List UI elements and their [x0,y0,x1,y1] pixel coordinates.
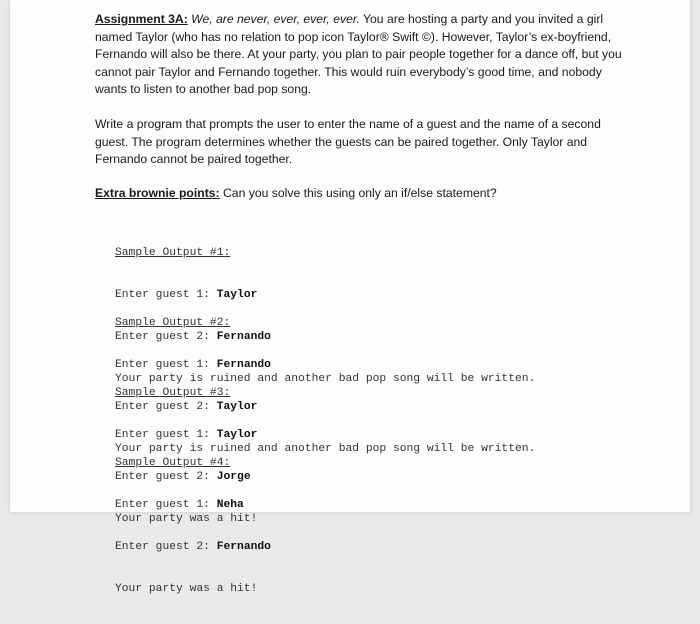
guest2-prompt: Enter guest 2: [115,471,217,483]
assignment-intro: You are hosting a party and you invited a girl named Taylor (who has no relation to pop icon Taylor® Swift ©). However, Taylor’s ex-boyfriend, Fernando will also be there. At your party, you plan to pair people together for a dance off, but you cannot pair Taylor and Fernando together. This would ruin everybody’s good time, and nobody wants to listen to another bad pop song. [95,12,622,96]
document-page [10,0,690,595]
guest2-prompt: Enter guest 2: [115,331,217,343]
guest1-prompt: Enter guest 1: [115,359,217,371]
guest1-value: Taylor [216,289,258,301]
sample-title: Sample Output #4: [115,457,231,469]
guest2-value: Taylor [216,401,258,413]
guest1-prompt: Enter guest 1: [115,429,217,441]
guest2-value: Fernando [216,541,271,553]
guest1-value: Taylor [216,429,258,441]
instructions-paragraph: Write a program that prompts the user to enter the name of a guest and the name of a second guest. The program determines whether the guests can be paired together. Only Taylor and Fernando cannot be paired together. [95,117,601,166]
guest1-prompt: Enter guest 1: [115,289,217,301]
extra-heading: Extra brownie points: [95,186,220,200]
sample-output-4 [115,428,271,624]
sample-title: Sample Output #2: [115,317,231,329]
sample-result: Your party was a hit! [115,583,258,595]
guest2-prompt: Enter guest 2: [115,541,217,553]
assignment-tagline: We, are never, ever, ever, ever. [191,12,360,26]
guest2-value: Fernando [216,331,271,343]
guest1-prompt: Enter guest 1: [115,499,217,511]
intro-paragraph [95,11,635,99]
guest1-value: Fernando [216,359,271,371]
sample-line-guest2 [115,540,271,554]
extra-paragraph [95,185,635,203]
extra-text: Can you solve this using only an if/else statement? [219,186,497,200]
sample-result: Your party was a hit! [115,513,258,525]
guest1-value: Neha [216,499,244,511]
assignment-heading: Assignment 3A: [95,12,188,26]
sample-title: Sample Output #1: [115,247,231,259]
sample-line-guest1 [115,498,271,512]
sample-result: Your party is ruined and another bad pop song will be written. [115,373,536,385]
sample-title: Sample Output #3: [115,387,231,399]
sample-result: Your party is ruined and another bad pop song will be written. [115,443,536,455]
guest2-prompt: Enter guest 2: [115,401,217,413]
guest2-value: Jorge [216,471,251,483]
